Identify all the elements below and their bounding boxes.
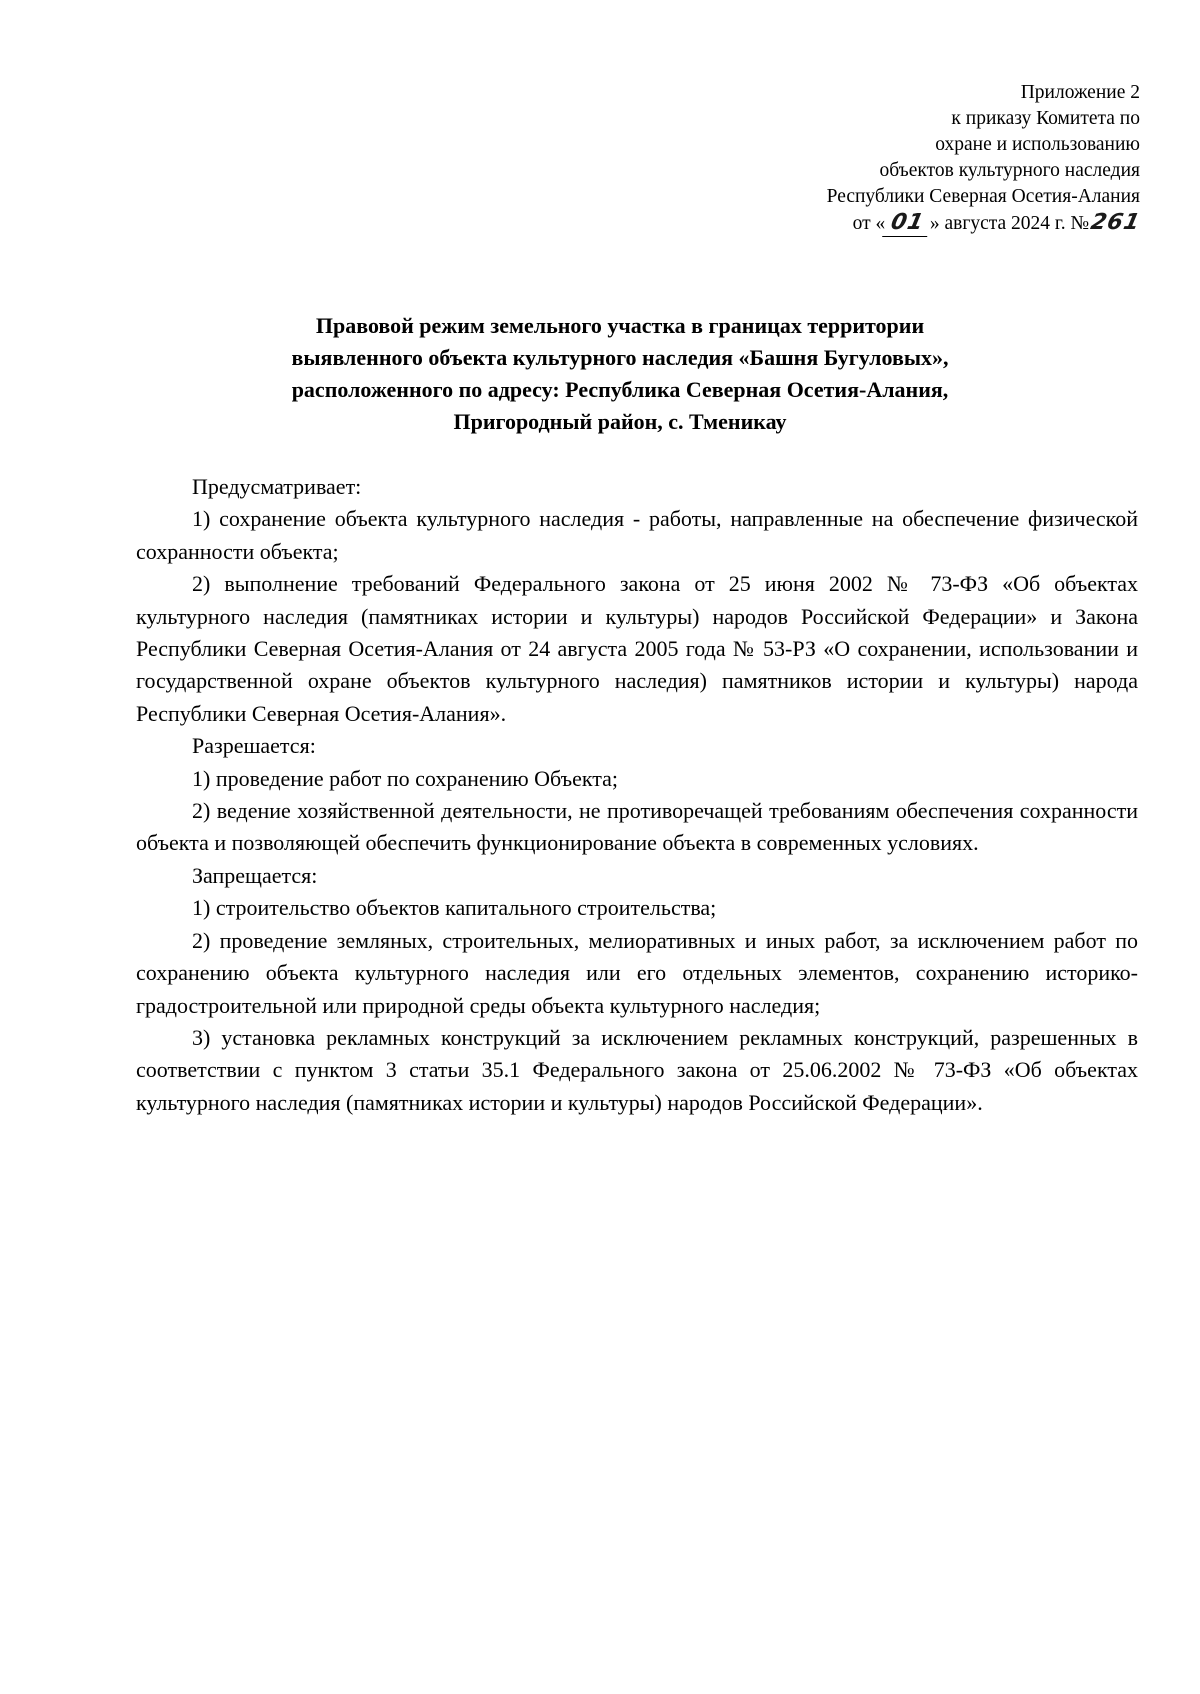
appendix-date-line [620,210,1143,237]
appendix-line: охране и использованию [935,134,1140,155]
handwritten-order-number: 261 [1088,210,1143,235]
title-line: Пригородный район, с. Тменикау [453,409,787,434]
paragraph-allowed-2: 2) ведение хозяйственной деятельности, не противоречащей требованиям обеспечения сохранности объекта и позволяющей обеспечить функционирование объекта в современных условиях. [136,798,1138,856]
handwritten-day: 01 [882,210,932,237]
appendix-header [620,80,1143,237]
appendix-line: объектов культурного наследия [879,160,1140,181]
section-heading-allowed: Разрешается: [192,733,316,759]
document-body [136,471,1138,1119]
paragraph-forbidden-3: 3) установка рекламных конструкций за исключением рекламных конструкций, разрешенных в соответствии с пунктом 3 статьи 35.1 Федерального закона от 25.06.2002 № 73-ФЗ «Об объектах культурного наследия (памятниках истории и культуры) народов Российской Федерации». [136,1024,1138,1115]
date-suffix: » августа 2024 г. № [929,213,1090,234]
paragraph-provides-2: 2) выполнение требований Федерального закона от 25 июня 2002 № 73-ФЗ «Об объектах культурного наследия (памятниках истории и культуры) народов Российской Федерации» и Закона Республики Северная Осетия-Алания от 24 августа 2005 года № 53-РЗ «О сохранении, использовании и государственной охране объектов культурного наследия) памятников истории и культуры) народа Республики Северная Осетия-Алания». [136,571,1138,726]
appendix-line: Приложение 2 [1020,82,1140,103]
paragraph-forbidden-2: 2) проведение земляных, строительных, мелиоративных и иных работ, за исключением работ по сохранению объекта культурного наследия или его отдельных элементов, сохранению историко-градостроительной или природной среды объекта культурного наследия; [136,927,1138,1018]
date-prefix: от « [852,213,886,234]
appendix-line: к приказу Комитета по [951,108,1140,129]
title-line: расположенного по адресу: Республика Северная Осетия-Алания, [291,377,949,402]
appendix-line: Республики Северная Осетия-Алания [826,186,1140,207]
title-line: Правовой режим земельного участка в границах территории [315,313,925,338]
section-heading-provides: Предусматривает: [192,474,362,499]
document-title [120,310,1120,438]
paragraph-forbidden-1: 1) строительство объектов капитального строительства; [192,895,717,921]
paragraph-provides-1: 1) сохранение объекта культурного наследия - работы, направленные на обеспечение физической сохранности объекта; [136,506,1138,564]
title-line: выявленного объекта культурного наследия «Башня Бугуловых», [291,345,949,370]
section-heading-forbidden: Запрещается: [192,862,318,888]
paragraph-allowed-1: 1) проведение работ по сохранению Объекта; [192,765,618,791]
